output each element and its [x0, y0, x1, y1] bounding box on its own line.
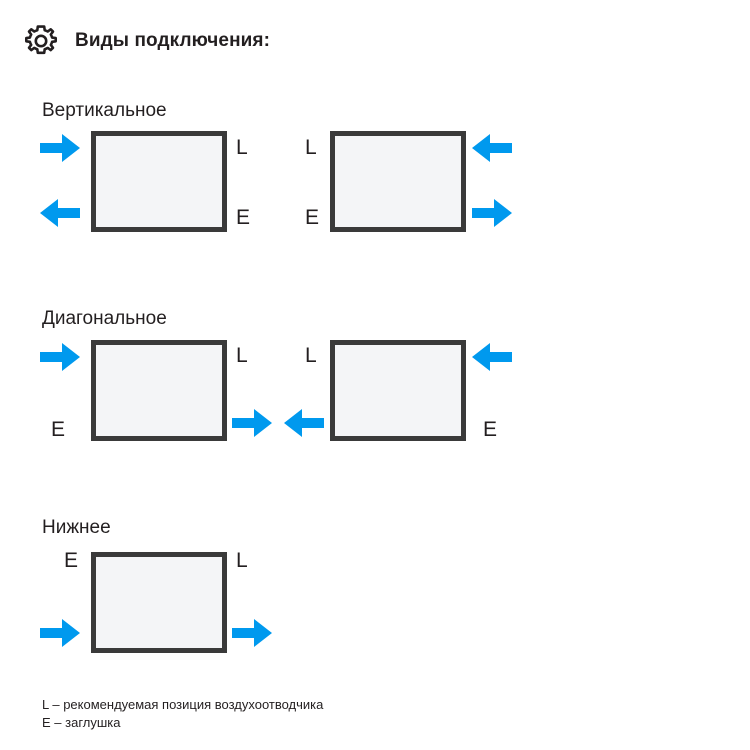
arrow-right-outlet-vertical-right: [472, 198, 512, 228]
label-L-diagonal-left: L: [236, 344, 248, 367]
arrow-right-inlet-bottom: [40, 618, 80, 648]
radiator-diagonal-left: [91, 340, 227, 441]
arrow-left-inlet-diagonal-right: [472, 342, 512, 372]
label-E-diagonal-left: E: [51, 418, 66, 441]
arrow-right-outlet-bottom: [232, 618, 272, 648]
label-L-bottom: L: [236, 549, 248, 572]
label-L-diagonal-right: L: [305, 344, 317, 367]
label-L-vertical-right: L: [305, 136, 317, 159]
label-E-diagonal-right: E: [483, 418, 498, 441]
radiator-vertical-left: [91, 131, 227, 232]
label-E-vertical-left: E: [236, 206, 251, 229]
page-title: Виды подключения:: [75, 30, 271, 51]
radiator-diagonal-right: [330, 340, 466, 441]
legend-line-1: L – рекомендуемая позиция воздухоотводчика: [42, 697, 324, 712]
arrow-right-inlet-vertical-left: [40, 133, 80, 163]
arrow-left-outlet-vertical-left: [40, 198, 80, 228]
section-title-vertical: Вертикальное: [42, 100, 167, 121]
radiator-vertical-right: [330, 131, 466, 232]
arrow-right-outlet-diagonal-left: [232, 408, 272, 438]
arrow-left-outlet-diagonal-right: [284, 408, 324, 438]
gear-icon: [24, 24, 58, 58]
section-title-bottom: Нижнее: [42, 517, 111, 538]
section-title-diagonal: Диагональное: [42, 308, 167, 329]
label-E-bottom: E: [64, 549, 79, 572]
radiator-bottom: [91, 552, 227, 653]
arrow-right-inlet-diagonal-left: [40, 342, 80, 372]
page-header: [24, 24, 270, 58]
legend-line-2: E – заглушка: [42, 715, 121, 730]
label-E-vertical-right: E: [305, 206, 320, 229]
arrow-left-inlet-vertical-right: [472, 133, 512, 163]
label-L-vertical-left: L: [236, 136, 248, 159]
